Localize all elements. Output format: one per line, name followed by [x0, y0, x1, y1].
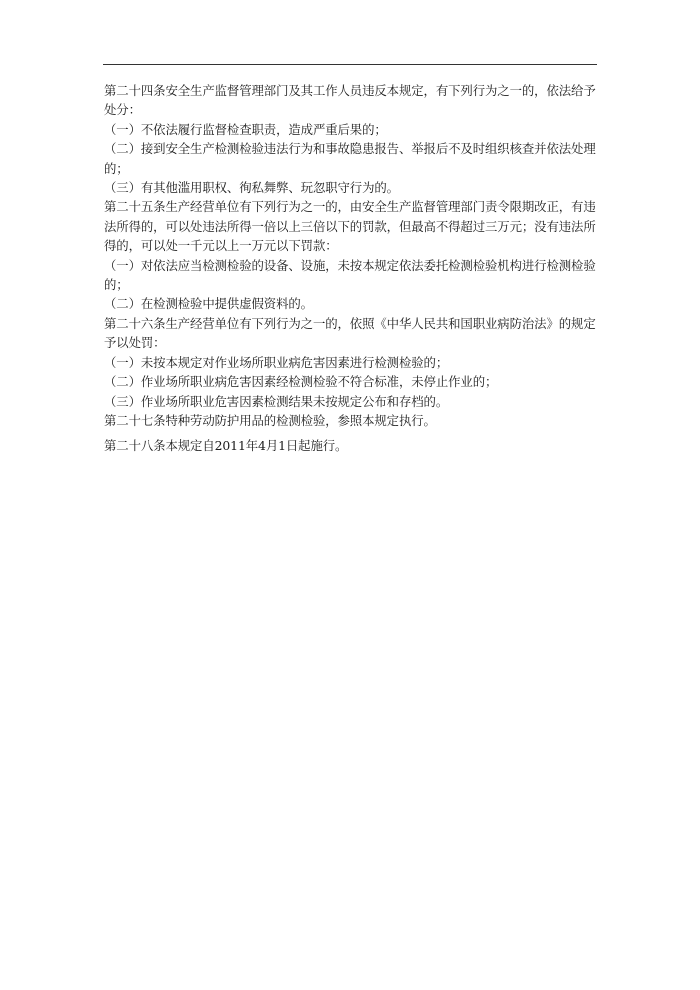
article-25: 第二十五条生产经营单位有下列行为之一的，由安全生产监督管理部门责令限期改正，有违法所得的，可以处违法所得一倍以上三倍以下的罚款，但最高不得超过三万元；没有违法所得的，可以处一千元以上一万元以下罚款：	[104, 199, 596, 254]
article-26-item-1: （一）未按本规定对作业场所职业病危害因素进行检测检验的；	[104, 354, 449, 370]
article-27: 第二十七条特种劳动防护用品的检测检验，参照本规定执行。	[104, 412, 436, 428]
article-26: 第二十六条生产经营单位有下列行为之一的，依照《中华人民共和国职业病防治法》的规定予以处罚：	[104, 315, 596, 351]
article-26-item-2: （二）作业场所职业病危害因素经检测检验不符合标准，未停止作业的；	[104, 374, 498, 390]
article-24-item-2: （二）接到安全生产检测检验违法行为和事故隐患报告、举报后不及时组织核查并依法处理的；	[104, 141, 596, 176]
article-24-item-1: （一）不依法履行监督检查职责，造成严重后果的；	[104, 121, 387, 137]
article-26-item-3: （三）作业场所职业危害因素检测结果未按规定公布和存档的。	[104, 393, 449, 409]
article-24: 第二十四条安全生产监督管理部门及其工作人员违反本规定，有下列行为之一的，依法给予处分：	[104, 83, 596, 118]
header-rule	[103, 64, 597, 65]
article-25-item-1: （一）对依法应当检测检验的设备、设施，未按本规定依法委托检测检验机构进行检测检验的；	[104, 257, 596, 293]
article-24-item-3: （三）有其他滥用职权、徇私舞弊、玩忽职守行为的。	[104, 180, 399, 196]
article-28: 第二十八条本规定自2011年4月1日起施行。	[104, 438, 348, 454]
article-25-item-2: （二）在检测检验中提供虚假资料的。	[104, 296, 313, 312]
document-body	[104, 81, 598, 456]
